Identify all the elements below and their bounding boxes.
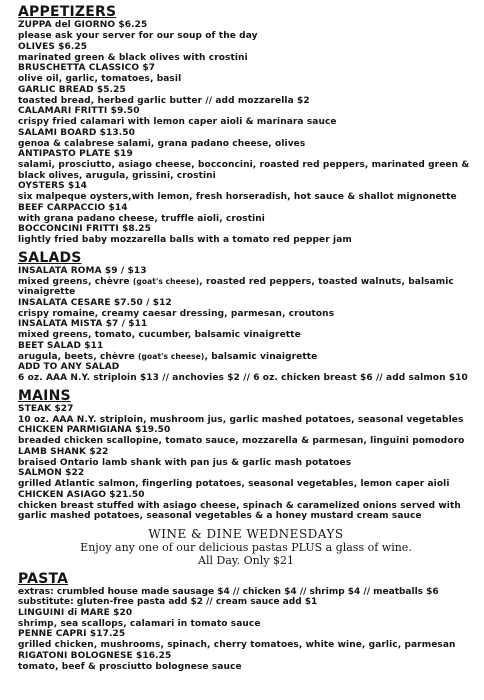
item-title: SALAMI BOARD $13.50 [18, 127, 135, 138]
item-title: ANTIPASTO PLATE $19 [18, 149, 133, 159]
item-description: genoa & calabrese salami, grana padano cheese, olives [18, 138, 306, 149]
menu-item-chicken-parmigiana [18, 425, 474, 447]
desc-note: (goat's cheese) [132, 276, 200, 286]
menu-item-carpaccio [18, 203, 474, 225]
desc-part: mixed greens, chèvre [18, 276, 133, 287]
item-title: SALMON $22 [18, 468, 85, 478]
item-title: ZUPPA del GIORNO $6.25 [18, 20, 148, 30]
item-title: CALAMARI FRITTI $9.50 [18, 106, 140, 116]
promo-line: Enjoy any one of our delicious pastas PLUS a glass of wine. [80, 540, 412, 554]
menu-item-salmon [18, 468, 474, 490]
item-description: please ask your server for our soup of the day [18, 31, 258, 41]
salads-heading: SALADS [18, 249, 82, 266]
item-description: shrimp, sea scallops, calamari in tomato sauce [18, 618, 261, 629]
menu-item-add-to-salad [18, 362, 474, 384]
item-description: crispy fried calamari with lemon caper aioli & marinara sauce [18, 117, 337, 127]
item-title: BEEF CARPACCIO $14 [18, 202, 128, 213]
promo-line: All Day. Only $21 [198, 553, 294, 567]
menu-item-insalata-roma [18, 266, 474, 298]
menu-item-chicken-asiago [18, 490, 474, 522]
mains-section [18, 388, 474, 522]
item-description: 6 oz. AAA N.Y. striploin $13 // anchovies $2 // 6 oz. chicken breast $6 // add salmon $10 [18, 373, 468, 383]
pasta-heading: PASTA [18, 570, 69, 587]
item-description: lightly fried baby mozzarella balls with a tomato red pepper jam [18, 235, 352, 245]
item-description: chicken breast stuffed with asiago cheese, spinach & caramelized onions served with garlic mashed potatoes, seasonal vegetables & a honey mustard cream sauce [18, 500, 461, 521]
item-title: INSALATA CESARE $7.50 / $12 [18, 297, 172, 308]
item-description: 10 oz. AAA N.Y. striploin, mushroom jus, garlic mashed potatoes, seasonal vegetables [18, 414, 464, 425]
item-description: crispy romaine, creamy caesar dressing, parmesan, croutons [18, 308, 335, 319]
item-title: ADD TO ANY SALAD [18, 362, 120, 372]
menu-item-garlic-bread [18, 85, 474, 107]
pasta-substitute: substitute: gluten-free pasta add $2 // cream sauce add $1 [18, 597, 318, 607]
item-description: mixed greens, tomato, cucumber, balsamic vinaigrette [18, 330, 301, 340]
wine-dine-promo [18, 527, 474, 567]
item-title: CHICKEN ASIAGO $21.50 [18, 489, 145, 500]
menu-item-lamb-shank [18, 447, 474, 469]
pasta-section [18, 571, 474, 673]
desc-note: (goat's cheese) [138, 351, 205, 361]
menu-item-olives [18, 42, 474, 64]
item-title: BEET SALAD $11 [18, 340, 104, 351]
salads-section [18, 250, 474, 384]
item-title: GARLIC BREAD $5.25 [18, 84, 126, 95]
menu-item-bruschetta [18, 63, 474, 85]
pasta-extras: extras: crumbled house made sausage $4 // chicken $4 // shrimp $4 // meatballs $6 [18, 586, 439, 597]
item-title: STEAK $27 [18, 403, 74, 414]
item-description: toasted bread, herbed garlic butter // add mozzarella $2 [18, 95, 310, 106]
appetizers-heading: APPETIZERS [18, 4, 117, 20]
item-description: six malpeque oysters,with lemon, fresh horseradish, hot sauce & shallot mignonette [18, 192, 457, 202]
item-description: salami, prosciutto, asiago cheese, bocconcini, roasted red peppers, marinated green & black olives, arugula, grissini, crostini [18, 160, 470, 181]
item-title: BRUSCHETTA CLASSICO $7 [18, 63, 156, 73]
desc-part: , balsamic vinaigrette [204, 351, 318, 362]
menu-item-rigatoni [18, 651, 474, 673]
menu-item-beet-salad [18, 341, 474, 363]
item-description: grilled chicken, mushrooms, spinach, cherry tomatoes, white wine, garlic, parmesan [18, 640, 456, 650]
item-title: INSALATA ROMA $9 / $13 [18, 265, 147, 276]
menu-item-penne-capri [18, 629, 474, 651]
item-description [18, 352, 474, 363]
item-title: OYSTERS $14 [18, 181, 88, 191]
item-description: breaded chicken scallopine, tomato sauce, mozzarella & parmesan, linguini pomodoro [18, 436, 465, 446]
menu-item-zuppa [18, 20, 474, 42]
menu-item-oysters [18, 181, 474, 203]
item-description [18, 277, 474, 298]
item-title: CHICKEN PARMIGIANA $19.50 [18, 425, 171, 435]
appetizers-section [18, 4, 474, 246]
mains-heading: MAINS [18, 387, 71, 404]
item-title: BOCCONCINI FRITTI $8.25 [18, 224, 152, 234]
item-description: with grana padano cheese, truffle aioli, crostini [18, 213, 265, 224]
menu-item-steak [18, 404, 474, 426]
menu-item-bocconcini [18, 224, 474, 246]
menu-item-antipasto [18, 149, 474, 181]
desc-part: arugula, beets, chèvre [18, 351, 139, 362]
item-description: marinated green & black olives with crostini [18, 52, 248, 63]
item-description: olive oil, garlic, tomatoes, basil [18, 74, 182, 84]
promo-title: WINE & DINE WEDNESDAYS [148, 526, 344, 541]
item-title: RIGATONI BOLOGNESE $16.25 [18, 650, 172, 661]
menu-item-insalata-cesare [18, 298, 474, 320]
item-title: INSALATA MISTA $7 / $11 [18, 319, 148, 329]
item-description: braised Ontario lamb shank with pan jus & garlic mash potatoes [18, 457, 352, 468]
item-description: grilled Atlantic salmon, fingerling potatoes, seasonal vegetables, lemon caper aioli [18, 479, 450, 489]
item-description: tomato, beef & prosciutto bolognese sauce [18, 661, 242, 672]
desc-part: , roasted red peppers, toasted walnuts, balsamic vinaigrette [18, 276, 454, 297]
item-title: LINGUINI di MARE $20 [18, 607, 133, 618]
item-title: LAMB SHANK $22 [18, 446, 109, 457]
menu-item-insalata-mista [18, 319, 474, 341]
menu-item-linguini [18, 608, 474, 630]
item-title: PENNE CAPRI $17.25 [18, 629, 126, 639]
menu-item-salami-board [18, 128, 474, 150]
item-title: OLIVES $6.25 [18, 41, 88, 52]
menu-item-calamari [18, 106, 474, 128]
